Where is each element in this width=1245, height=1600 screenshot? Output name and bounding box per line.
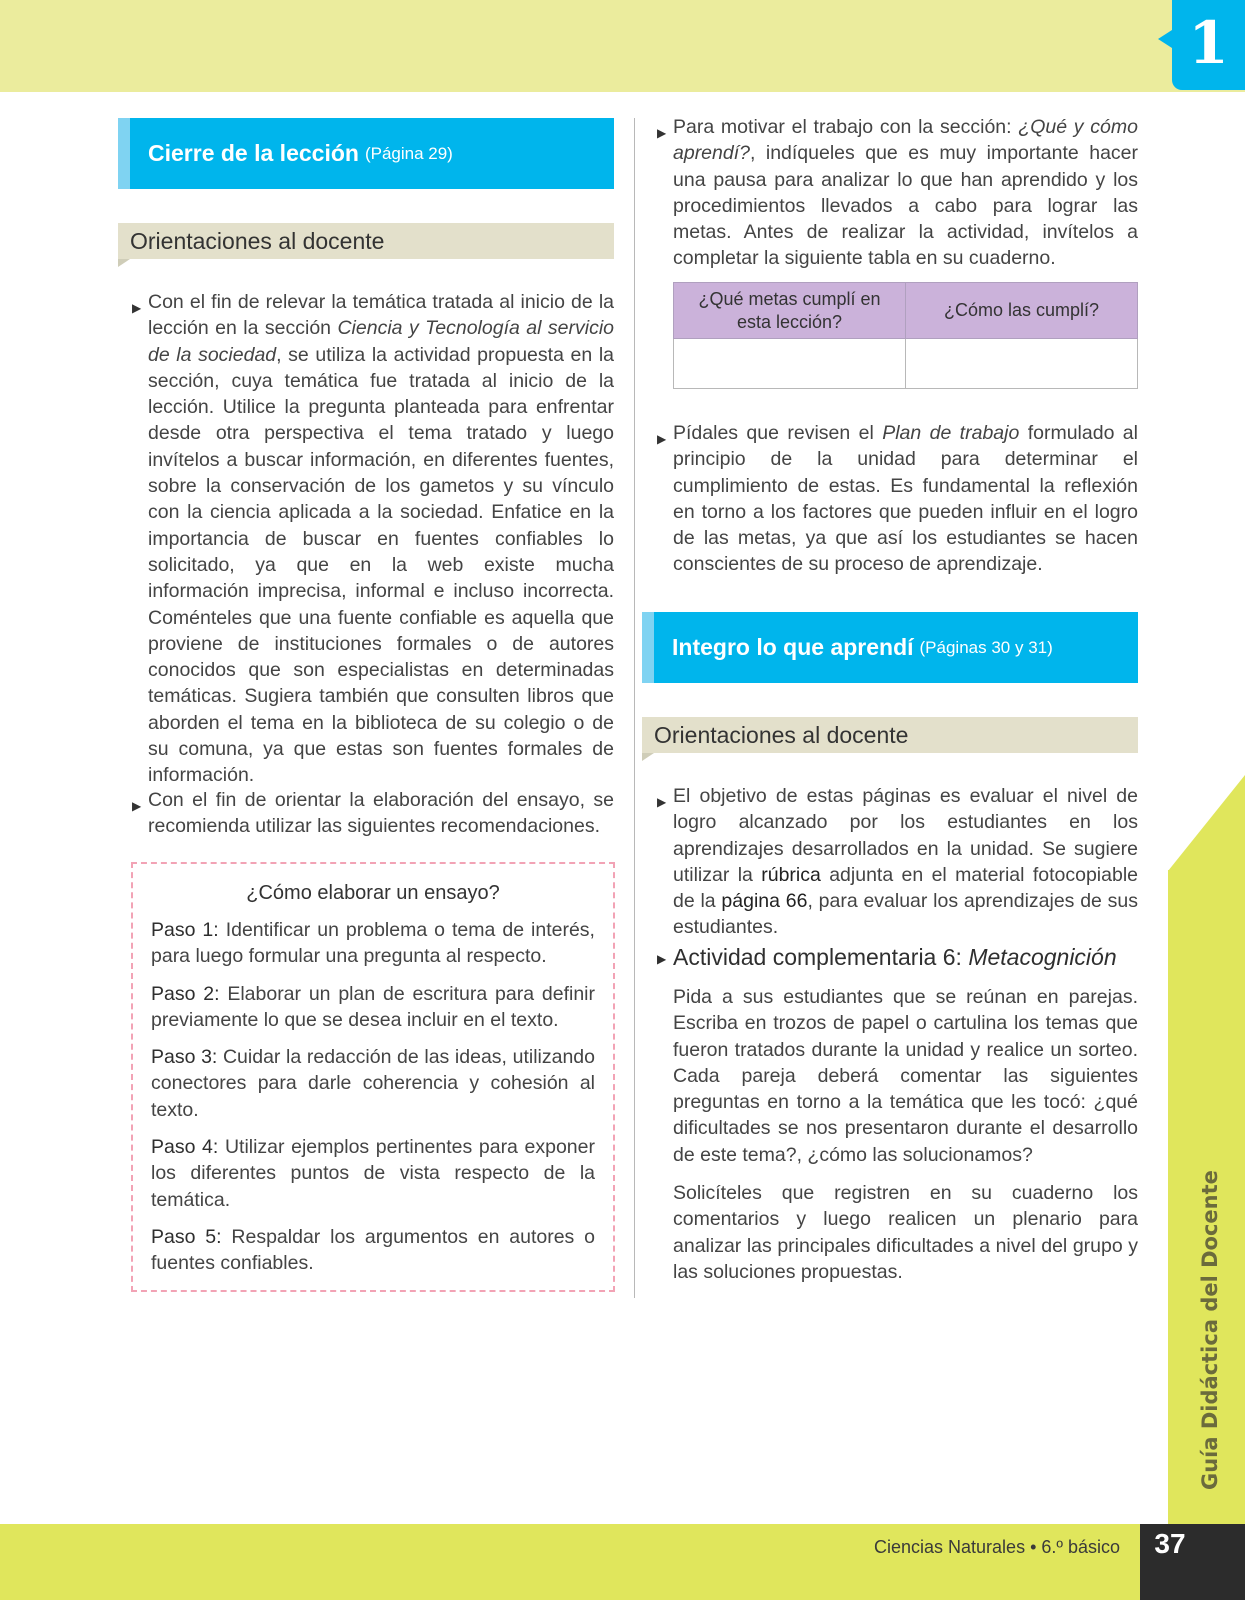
orientaciones-header: Orientaciones al docente xyxy=(118,223,614,259)
unit-tab xyxy=(1172,0,1245,90)
side-title: Guía Didáctica del Docente xyxy=(1198,1170,1222,1490)
essay-box-title: ¿Cómo elaborar un ensayo? xyxy=(246,882,500,904)
footer-subject: Ciencias Naturales • 6.º básico xyxy=(874,1537,1120,1557)
bullet-paragraph: ▶ Con el fin de relevar la temática tratada al inicio de la lección en la sección Ciencia y Tecnología al servicio de la sociedad, se utiliza la actividad propuesta en la sección, cuya temática fue tratada al inicio de la lección. Utilice la pregunta planteada para enfrentar desde otra perspectiva el tema tratado y luego invítelos a buscar información, en diferentes fuentes, sobre la conservación de los gametos y su vínculo con la ciencia aplicada a la sociedad. Enfatice en la importancia de buscar en fuentes confiables lo solicitado, ya que en la web existe mucha información imprecisa, informal e incluso incorrecta. Coménteles que una fuente confiable es aquella que proviene de instituciones formales o de autores conocidos que son especialistas en determinadas temáticas. Sugiera también que consulten libros que aborden el tema en la biblioteca de su colegio o de su comuna, ya que estas son fuentes formales de información. xyxy=(132,291,614,787)
footer-band xyxy=(0,1524,1245,1600)
bullet-triangle-icon: ▶ xyxy=(657,432,667,446)
table-header-cell: ¿Qué metas cumplí en esta lección? xyxy=(674,283,906,339)
column-divider xyxy=(634,118,635,1298)
essay-step: Paso 2: Elaborar un plan de escritura para definir previamente lo que se desea incluir en el texto. xyxy=(151,982,595,1031)
activity-title: ▶ Actividad complementaria 6: Metacognición xyxy=(657,944,1117,970)
activity-paragraph: Pida a sus estudiantes que se reúnan en parejas. Escriba en trozos de papel o cartulina los temas que fueron tratados durante la unidad y realice un sorteo. Cada pareja deberá comentar las siguientes preguntas en torno a la temática que les tocó: ¿qué dificultades se nos presentaron durante el desarrollo de este tema?, ¿cómo las solucionamos? xyxy=(673,986,1138,1166)
section-header-integro xyxy=(642,612,1138,683)
table-header-cell: ¿Cómo las cumplí? xyxy=(906,283,1138,339)
section-title: Integro lo que aprendí xyxy=(672,634,914,660)
bullet-paragraph: ▶ Para motivar el trabajo con la sección: ¿Qué y cómo aprendí?, indíqueles que es muy importante hacer una pausa para analizar lo que han aprendido y los procedimientos llevados a cabo para lograr las metas. Antes de realizar la actividad, invítelos a completar la siguiente tabla en su cuaderno. xyxy=(657,116,1138,270)
section-pages: (Páginas 30 y 31) xyxy=(919,637,1053,657)
goals-table xyxy=(673,282,1138,389)
page-number: 37 xyxy=(1154,1528,1186,1559)
essay-step: Paso 3: Cuidar la redacción de las ideas, utilizando conectores para darle coherencia y cohesión al texto. xyxy=(151,1046,595,1121)
bullet-paragraph: ▶ El objetivo de estas páginas es evaluar el nivel de logro alcanzado por los estudiantes en los aprendizajes desarrollados en la unidad. Se sugiere utilizar la rúbrica adjunta en el material fotocopiable de la página 66, para evaluar los aprendizajes de sus estudiantes. xyxy=(657,785,1139,939)
table-cell xyxy=(674,339,906,389)
orientaciones-header: Orientaciones al docente xyxy=(642,717,1138,753)
bullet-paragraph: ▶ Con el fin de orientar la elaboración del ensayo, se recomienda utilizar las siguientes recomendaciones. xyxy=(132,789,614,838)
essay-step: Paso 5: Respaldar los argumentos en autores o fuentes confiables. xyxy=(151,1225,595,1275)
table-cell xyxy=(906,339,1138,389)
bullet-triangle-icon: ▶ xyxy=(132,799,142,813)
essay-step: Paso 1: Identificar un problema o tema de interés, para luego formular una pregunta al respecto. xyxy=(151,919,595,968)
bullet-triangle-icon: ▶ xyxy=(657,952,667,966)
section-title: Cierre de la lección xyxy=(148,140,359,166)
side-strip-corner xyxy=(1168,775,1245,871)
top-band xyxy=(0,0,1245,92)
section-pages: (Página 29) xyxy=(364,143,453,163)
section-header-cierre xyxy=(118,118,614,189)
bullet-triangle-icon: ▶ xyxy=(132,301,142,315)
bullet-triangle-icon: ▶ xyxy=(657,795,667,809)
activity-paragraph: Solicíteles que registren en su cuaderno los comentarios y luego realicen un plenario para analizar las principales dificultades a nivel del grupo y las soluciones propuestas. xyxy=(673,1182,1138,1283)
bullet-paragraph: ▶ Pídales que revisen el Plan de trabajo formulado al principio de la unidad para determinar el cumplimiento de estas. Es fundamental la reflexión en torno a los factores que pueden influir en el logro de las metas, ya que así los estudiantes se hacen conscientes de su proceso de aprendizaje. xyxy=(657,422,1138,576)
bullet-triangle-icon: ▶ xyxy=(657,126,667,140)
essay-steps-box xyxy=(131,862,615,1292)
unit-number: 1 xyxy=(1188,9,1229,77)
essay-step: Paso 4: Utilizar ejemplos pertinentes para exponer los diferentes puntos de vista respecto de la temática. xyxy=(151,1136,595,1211)
